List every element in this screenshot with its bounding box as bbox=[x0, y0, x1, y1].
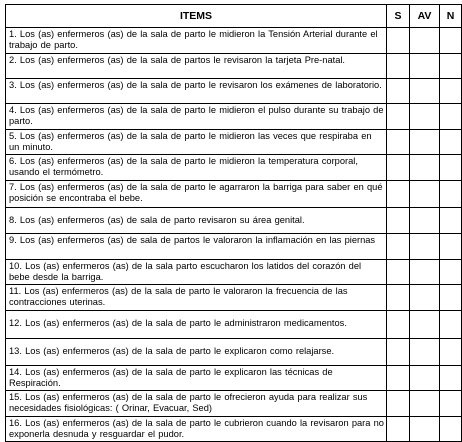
item-text: 3. Los (as) enfermeros (as) de la sala de parto le revisaron los exámenes de laboratorio. bbox=[9, 80, 382, 90]
header-s: S bbox=[387, 5, 410, 28]
n-cell[interactable] bbox=[440, 79, 462, 104]
item-cell bbox=[6, 79, 387, 104]
av-cell[interactable] bbox=[410, 79, 440, 104]
table-row bbox=[6, 181, 462, 208]
av-cell[interactable] bbox=[410, 130, 440, 155]
item-cell bbox=[6, 28, 387, 54]
table-row bbox=[6, 234, 462, 260]
s-cell[interactable] bbox=[387, 234, 410, 260]
item-text: 16. Los (as) enfermeros (as) de la sala de parto le cubrieron cuando la revisaron para no exponerla desnuda y resguardar el pudor. bbox=[9, 418, 384, 439]
table-row bbox=[6, 28, 462, 54]
n-cell[interactable] bbox=[440, 181, 462, 208]
table-row bbox=[6, 391, 462, 417]
table-row bbox=[6, 208, 462, 234]
item-text: 7. Los (as) enfermeros (as) de la sala de parto le agarraron la barriga para saber en qué posición se encontraba el bebe. bbox=[9, 182, 383, 203]
item-cell bbox=[6, 366, 387, 391]
n-cell[interactable] bbox=[440, 208, 462, 234]
av-cell[interactable] bbox=[410, 208, 440, 234]
item-cell bbox=[6, 155, 387, 181]
av-cell[interactable] bbox=[410, 311, 440, 339]
av-cell[interactable] bbox=[410, 339, 440, 366]
item-cell bbox=[6, 260, 387, 285]
table-row bbox=[6, 130, 462, 155]
item-text: 10. Los (as) enfermeros (as) de la sala parto escucharon los latidos del corazón del bebe desde la barriga. bbox=[9, 261, 362, 282]
av-cell[interactable] bbox=[410, 417, 440, 442]
s-cell[interactable] bbox=[387, 104, 410, 130]
av-cell[interactable] bbox=[410, 181, 440, 208]
table-row bbox=[6, 155, 462, 181]
s-cell[interactable] bbox=[387, 130, 410, 155]
av-cell[interactable] bbox=[410, 54, 440, 79]
s-cell[interactable] bbox=[387, 155, 410, 181]
s-cell[interactable] bbox=[387, 285, 410, 311]
item-cell bbox=[6, 234, 387, 260]
table-row bbox=[6, 285, 462, 311]
n-cell[interactable] bbox=[440, 130, 462, 155]
item-text: 12. Los (as) enfermeros (as) de la sala de parto le administraron medicamentos. bbox=[9, 318, 347, 328]
av-cell[interactable] bbox=[410, 391, 440, 417]
av-cell[interactable] bbox=[410, 155, 440, 181]
item-cell bbox=[6, 208, 387, 234]
table-row bbox=[6, 54, 462, 79]
item-text: 6. Los (as) enfermeros (as) de la sala de parto le midieron la temperatura corporal, usando el termómetro. bbox=[9, 156, 358, 177]
table-row bbox=[6, 104, 462, 130]
av-cell[interactable] bbox=[410, 28, 440, 54]
item-text: 11. Los (as) enfermeros (as) de la sala de parto le valoraron la frecuencia de las contracciones uterinas. bbox=[9, 286, 348, 307]
n-cell[interactable] bbox=[440, 339, 462, 366]
table-row bbox=[6, 260, 462, 285]
s-cell[interactable] bbox=[387, 28, 410, 54]
item-cell bbox=[6, 130, 387, 155]
n-cell[interactable] bbox=[440, 417, 462, 442]
n-cell[interactable] bbox=[440, 366, 462, 391]
s-cell[interactable] bbox=[387, 391, 410, 417]
item-cell bbox=[6, 311, 387, 339]
s-cell[interactable] bbox=[387, 54, 410, 79]
item-cell bbox=[6, 285, 387, 311]
n-cell[interactable] bbox=[440, 28, 462, 54]
n-cell[interactable] bbox=[440, 311, 462, 339]
table-row bbox=[6, 417, 462, 442]
item-text: 5. Los (as) enfermeros (as) de la sala de parto le midieron las veces que respiraba en un minuto. bbox=[9, 131, 372, 152]
s-cell[interactable] bbox=[387, 366, 410, 391]
item-text: 1. Los (as) enfermeros (as) de la sala de parto le midieron la Tensión Arterial durante el trabajo de parto. bbox=[9, 29, 378, 50]
item-cell bbox=[6, 339, 387, 366]
av-cell[interactable] bbox=[410, 285, 440, 311]
n-cell[interactable] bbox=[440, 104, 462, 130]
item-text: 4. Los (as) enfermeros (as) de la sala de parto le midieron el pulso durante su trabajo de parto. bbox=[9, 105, 384, 126]
header-n: N bbox=[440, 5, 462, 28]
s-cell[interactable] bbox=[387, 181, 410, 208]
n-cell[interactable] bbox=[440, 285, 462, 311]
table-row bbox=[6, 366, 462, 391]
header-av: AV bbox=[410, 5, 440, 28]
item-text: 13. Los (as) enfermeros (as) de la sala de parto le explicaron como relajarse. bbox=[9, 346, 335, 356]
n-cell[interactable] bbox=[440, 155, 462, 181]
av-cell[interactable] bbox=[410, 104, 440, 130]
item-text: 9. Los (as) enfermeros (as) de sala de partos le valoraron la inflamación en las piernas bbox=[9, 235, 376, 245]
s-cell[interactable] bbox=[387, 339, 410, 366]
item-text: 15. Los (as) enfermeros (as) de la sala de parto le ofrecieron ayuda para realizar sus necesidades fisiológicas: ( Orinar, Evacuar, Sed) bbox=[9, 392, 368, 413]
table-row bbox=[6, 79, 462, 104]
n-cell[interactable] bbox=[440, 391, 462, 417]
table-row bbox=[6, 339, 462, 366]
av-cell[interactable] bbox=[410, 260, 440, 285]
table-row bbox=[6, 311, 462, 339]
s-cell[interactable] bbox=[387, 260, 410, 285]
s-cell[interactable] bbox=[387, 208, 410, 234]
item-text: 2. Los (as) enfermeros (as) de la sala de partos le revisaron la tarjeta Pre-natal. bbox=[9, 55, 346, 65]
n-cell[interactable] bbox=[440, 54, 462, 79]
item-cell bbox=[6, 391, 387, 417]
item-cell bbox=[6, 417, 387, 442]
s-cell[interactable] bbox=[387, 79, 410, 104]
n-cell[interactable] bbox=[440, 260, 462, 285]
header-items: ITEMS bbox=[6, 5, 387, 28]
item-text: 14. Los (as) enfermeros (as) de la sala de parto le explicaron las técnicas de Respiración. bbox=[9, 367, 333, 388]
s-cell[interactable] bbox=[387, 311, 410, 339]
item-cell bbox=[6, 104, 387, 130]
item-cell bbox=[6, 54, 387, 79]
s-cell[interactable] bbox=[387, 417, 410, 442]
item-cell bbox=[6, 181, 387, 208]
av-cell[interactable] bbox=[410, 234, 440, 260]
item-text: 8. Los (as) enfermeros (as) de sala de parto revisaron su área genital. bbox=[9, 215, 305, 225]
checklist-table bbox=[5, 4, 462, 442]
av-cell[interactable] bbox=[410, 366, 440, 391]
header-row bbox=[6, 5, 462, 28]
n-cell[interactable] bbox=[440, 234, 462, 260]
